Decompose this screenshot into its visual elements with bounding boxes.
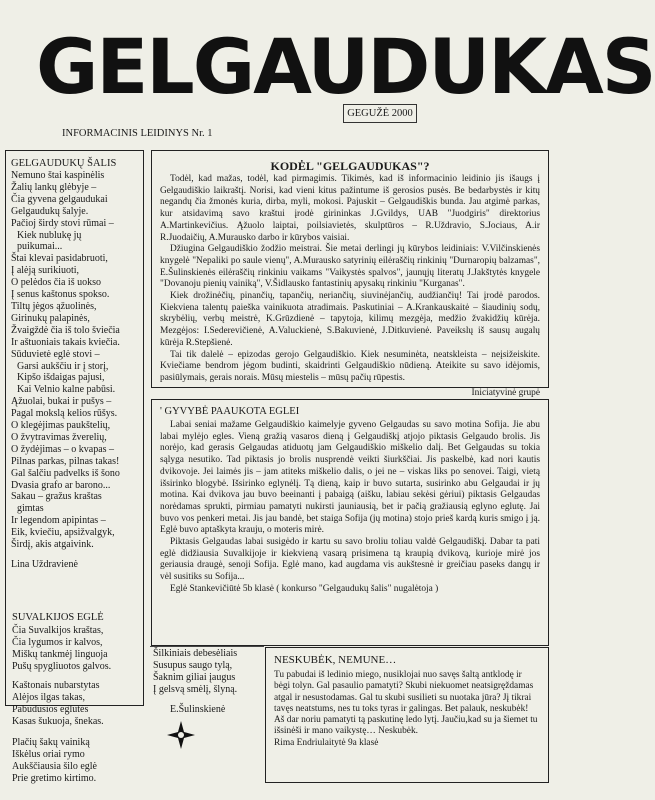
- issue-subtitle: INFORMACINIS LEIDINYS Nr. 1: [62, 128, 213, 139]
- poem-title: GELGAUDUKŲ ŠALIS: [11, 158, 117, 169]
- poem-line: Nemuno štai kaspinėlis: [11, 170, 105, 181]
- poem-stanza: [12, 625, 111, 673]
- article-paragraph: Kiek drožinėčių, pinančių, tapančių, neriančių, siuvinėjančių, audžiančių! Tai įrodė parodos. Kiekviena talentų paieška vainikuota atradimais. Paskutiniai – A.Krankauskaitė – šiaudinių sodų, skrybėlių, verbų meistrė, K.Grūzdienė – tapytoja, kilimų mezgėja, medžio žvakidžių kūrėja. Mezgėjos: I.Sederevičienė, A.Valuckienė, S.Bakuvienė, J.Ditkuvienė. Paveikslų iš sausų augalų kūrėja R.Stepšienė.: [160, 291, 540, 348]
- article-author: Eglė Stankevičiūtė 5b klasė ( konkurso "Gelgaudukų šalis" nugalėtoja ): [170, 583, 439, 594]
- article-paragraph: Piktasis Gelgaudas labai susigėdo ir kartu su savo broliu toliau valdė Gelgaudiškį. Dabar ta pati eglė didžiausia Suvalkijoje ir kiekvieną vasarą prisimena tą kraupią dvikovą, kurioje mirė jos geriausia draugė, senoji Sofija. Eglė mano, kad augdama vis aukštesnė ir greičiau paseks dangų ir vėl susitiks su Sofija...: [160, 537, 540, 583]
- poem-line: Pušų spygliuotos galvos.: [12, 660, 112, 672]
- poem-line: Sūduvietė eglė stovi –: [11, 348, 100, 360]
- poem-line: Pagal mokslą kelios rūšys.: [11, 408, 118, 420]
- poem-author: E.Šulinskienė: [170, 704, 226, 715]
- poem-line: Štai klevai pasidabruoti,: [11, 253, 108, 265]
- poem-line: Čia gyvena gelgaudukai: [11, 193, 108, 205]
- divider: [150, 646, 264, 647]
- poem-line: Ąžuolai, bukai ir pušys –: [11, 396, 112, 408]
- poem-line: Susupus saugo tylą,: [153, 659, 233, 671]
- masthead-title: GELGAUDUKAS: [36, 22, 655, 111]
- article-paragraph: Tai tik dalelė – epizodas gerojo Gelgaudiškio. Kiek nesuminėta, neatskleista – neįsižeiskite. Kviečiame bendrom jėgom budinti, skaidrinti Gelgaudiškio nūdieną. Ateikite su savo idėjomis, pasiūlymais, gerais norais. Mūsų miestelis – mūsų pačių rūpestis.: [160, 349, 540, 383]
- poem-line: Kiek nublukę jų: [17, 229, 82, 241]
- poem-line: Tiltų jėgos ąžuolinės,: [11, 300, 97, 312]
- poem-stanza: [153, 648, 237, 696]
- poem-line: Į gelsvą smėlį, šlyną.: [153, 683, 238, 695]
- article-kodel: [151, 150, 549, 398]
- poem-line: Pačioj širdy stovi rūmai –: [11, 217, 114, 229]
- article-paragraph: Tu pabudai iš ledinio miego, nusiklojai nuo savęs šaltą antklodę ir bėgi tolyn. Gal pasaulio pamatyti? Skubi niekuomet neatsigręždamas atgal ir nesustodamas. Gal tu skubi susilieti su nuotaka jūra? Jį tikrai tavęs neatstums, nes tu toks tyras ir galingas. Bet palauk, neskubėk! Aš dar noriu pamatyti tą paskutinę ledo lytį. Jaučiu,kad su ja šiemet tu išsinėši ir mano vaikystę… Neskubėk.: [274, 670, 538, 737]
- poem-line: O klegėjimas paukštelių,: [11, 420, 111, 432]
- poem-line: Čia lygumos ir kalvos,: [12, 636, 103, 648]
- poem-line: Gelgaudukų šalyje.: [11, 205, 89, 217]
- article-neskubek: [265, 647, 549, 783]
- poem-line: Aukščiausia šilo eglė: [12, 760, 97, 772]
- poem-line: Kasas šukuoja, šnekas.: [12, 715, 104, 727]
- article-paragraph: Todėl, kad mažas, todėl, kad pirmagimis. Tikimės, kad iš informacinio leidinio jis išaugs į Gelgaudiškio laikraštį. Norisi, kad vieni kitus pažintume iš gerosios pusės. Be bedarbystės ir kitų negandų čia žmonės kuria, dirba, myli, mokosi. Pajuskit – Gelgaudiškis bunda. Jau atgimė parkas, kur atsidavimą savo kraštui įrodė girininkas J.Gvildys, UAB "Juodgiris" direktorius A.Martinkevičius. Ąžuolo laiptai, poilsiavietės, skulptūros – R.Uždravio, S.Jociaus, A.ir R.Juodaičių, A.Murausko darbo ir kūrybos vaisiai.: [160, 174, 540, 243]
- poem-line: Į senus kaštonus spokso.: [11, 289, 110, 301]
- article-paragraph: Džiugina Gelgaudiškio žodžio meistrai. Šie metai derlingi jų kūrybos leidiniais: V.Vilčinskienės knygelė "Nepaliki po saule vienų", A.Murausko satyrinių eilėraščių rinkinių "Durnaropių balzamas", E.Šulinskienės eilėraščių rinkiniu vaikams "Vaikystės spalvos", jaunųjų literatų J.Jakštytės knygele "Dovanoju pienių vainiką", V.Šidlausko fantastinių apysakų rinkiniu "Kurganas".: [160, 244, 540, 290]
- poem-line: Iškėlus oriai rymo: [12, 748, 85, 760]
- poem-line: Širdį, akis atgaivink.: [11, 539, 94, 551]
- poem-lines: [11, 170, 138, 551]
- poem-line: puikumai...: [17, 241, 63, 253]
- poem-line: Prie gretimo kirtimo.: [12, 772, 97, 784]
- poem-line: O žvytravimas žverelių,: [11, 431, 107, 443]
- article-author: Rima Endriulaitytė 9a klasė: [274, 737, 379, 748]
- poem-line: Gal šalčiu padvelks iš šono: [11, 467, 120, 479]
- poem-line: Šilkiniais debesėliais: [153, 648, 238, 659]
- article-paragraph: Labai seniai mažame Gelgaudiškio kaimelyje gyveno Gelgaudas su savo motina Sofija. Jie abu labai mylėjo egles. Vieną gražią vasaros dieną į Gelgaudiškį atjojo piktasis Gelgaudo brolis. Jis norėjo, kad gerasis Gelgaudas atiduotų jam Gelgaudiškio miškelio dalį. Bet Gelgaudas su tokia sąlyga nesutiko. Tad piktasis jo brolis nusprendė veikti šiurkščiai. Jis paskelbė, kad nori kautis dvikovoje. Jei laimės jis – jam atiteks miškelio dalis, o jei ne – viskas liks po senovei. Taigi, vietą išsirinko blogybė. Išsirinko eglynėlį. Tą dieną, kaip ir buvo sutarta, susirinko abu Gelgaudai ir jų motina. Kai dvikova jau buvo beeinanti į pabaigą (aišku, labiau sekėsi gėriui) piktasis Gelgaudas norėdamas sprukti, pirmiau pamatyti nukirsti jauniausią, bet ir pačią gražiausią eglyno eglutę. Jai buvo vos penkeri metai. Jis jau bandė, bet staiga Sofija (jų motina) stojo prieš kardą kuris smigo į ją. Eglė buvo aptaškyta krauju, o moteris mirė.: [160, 420, 540, 536]
- poem-author: Lina Uždravienė: [11, 559, 78, 570]
- poem-line: O pelėdos čia iš uokso: [11, 277, 101, 289]
- poem-line: Kipšo išdaigas pajusi,: [17, 372, 105, 384]
- poem-line: Čia Suvalkijos kraštas,: [12, 625, 104, 636]
- article-signature: Iniciatyvinė grupė: [471, 387, 540, 398]
- poem-stanza: [12, 680, 104, 728]
- poem-stanza: [12, 737, 97, 785]
- poem-line: Dvasia grafo ar barono...: [11, 479, 111, 491]
- poem-line: Miškų tankmėj linguoja: [12, 648, 108, 660]
- article-title: KODĖL "GELGAUDUKAS"?: [270, 159, 430, 173]
- poem-line: Žalių lankų glėbyje –: [11, 181, 97, 193]
- poem-line: gimtas: [17, 503, 44, 515]
- poem-line: Girinukų palapinės,: [11, 312, 90, 324]
- issue-date: GEGUŽĖ 2000: [343, 104, 417, 123]
- poem-line: Pilnas parkas, pilnas takas!: [11, 455, 120, 467]
- article-title: NESKUBĖK, NEMUNE…: [274, 654, 397, 666]
- article-title: ' GYVYBĖ PAAUKOTA EGLEI: [160, 406, 300, 417]
- poem-line: Ir legendom apipintas –: [11, 515, 106, 527]
- poem-line: Į alėją surikiuoti,: [11, 265, 80, 277]
- poem-line: Plačių šakų vainiką: [12, 737, 90, 748]
- poem-line: Kaštonais nubarstytas: [12, 680, 100, 691]
- poem-line: Garsi aukščiu ir į storį,: [17, 360, 109, 372]
- poem-line: Eik, kviečiu, apsižvalgyk,: [11, 527, 115, 539]
- poem-line: O žydėjimas – o kvapas –: [11, 443, 115, 455]
- poem-suvalkijos-title: SUVALKIJOS EGLĖ: [12, 612, 104, 623]
- article-gyvybe: [151, 399, 549, 646]
- star-ornament-icon: [165, 719, 197, 751]
- poem-line: Sakau – gražus kraštas: [11, 491, 102, 503]
- poem-line: Alėjos ilgas takas,: [12, 691, 86, 703]
- poem-line: Kai Velnio kalne pabūsi.: [17, 384, 116, 396]
- poem-line: Šaknim giliai įaugus: [153, 671, 236, 683]
- poem-line: Pabudusios eglutės: [12, 703, 89, 715]
- poem-line: Ir aštuoniais takais kviečia.: [11, 336, 120, 348]
- poem-line: Žvaigždė čia iš tolo šviečia: [11, 324, 120, 336]
